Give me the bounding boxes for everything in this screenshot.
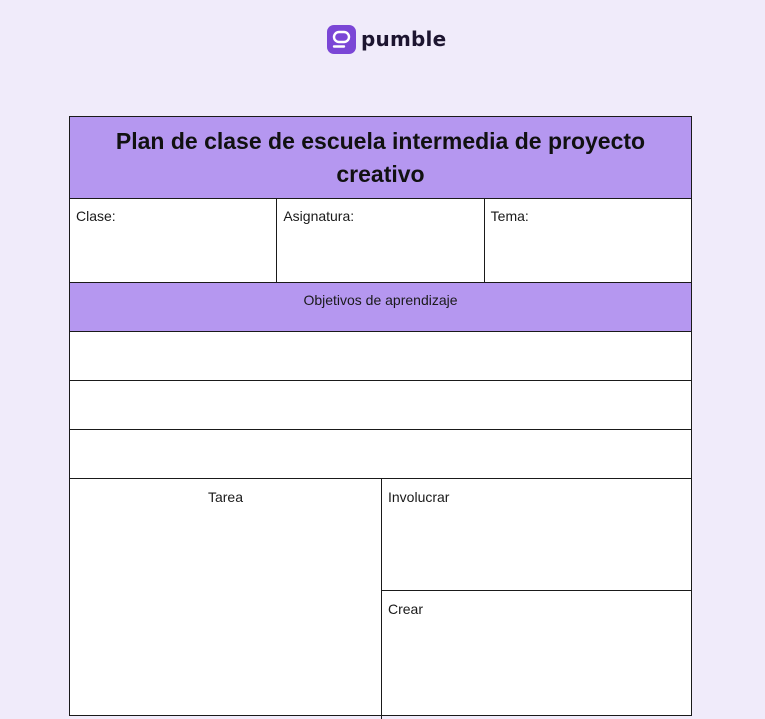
create-label: Crear bbox=[388, 601, 424, 617]
subject-field[interactable]: Asignatura: bbox=[276, 199, 483, 282]
lesson-plan-table bbox=[69, 116, 692, 716]
objective-row[interactable] bbox=[70, 430, 691, 479]
task-label: Tarea bbox=[207, 489, 244, 505]
engage-label: Involucrar bbox=[388, 489, 450, 505]
activities-right-column bbox=[382, 479, 691, 719]
document-title: Plan de clase de escuela intermedia de proyecto creativo bbox=[115, 127, 646, 187]
title-row bbox=[70, 117, 691, 199]
topic-field[interactable]: Tema: bbox=[484, 199, 691, 282]
objectives-header: Objetivos de aprendizaje bbox=[70, 283, 691, 332]
brand-logo bbox=[327, 25, 446, 54]
activities-section bbox=[70, 479, 691, 719]
objective-row[interactable] bbox=[70, 332, 691, 381]
pumble-chat-icon bbox=[327, 25, 356, 54]
create-cell[interactable] bbox=[382, 591, 691, 719]
brand-name: pumble bbox=[361, 27, 447, 51]
info-row bbox=[70, 199, 691, 283]
objective-row[interactable] bbox=[70, 381, 691, 430]
task-cell[interactable] bbox=[70, 479, 382, 719]
engage-cell[interactable] bbox=[382, 479, 691, 591]
class-field[interactable]: Clase: bbox=[76, 208, 116, 224]
